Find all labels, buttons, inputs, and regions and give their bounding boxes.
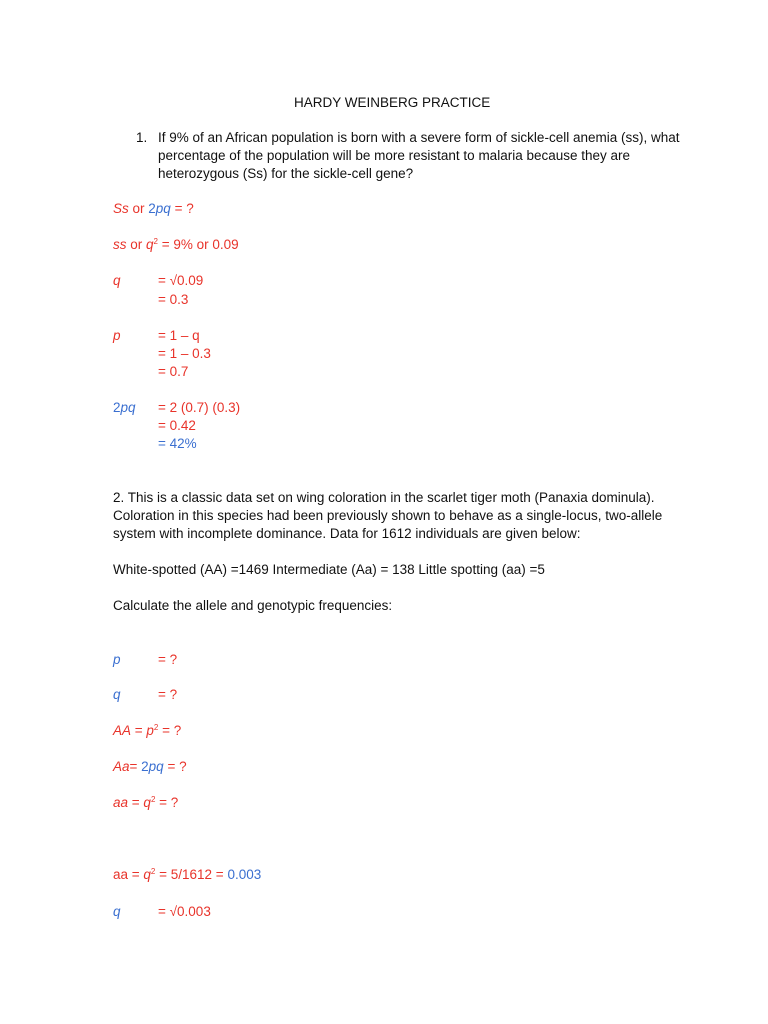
question-1-line-2: percentage of the population will be more resistant to malaria because they are xyxy=(158,148,631,163)
question-2-line-3: system with incomplete dominance. Data for 1612 individuals are given below: xyxy=(113,526,581,541)
q1-heterozygote-question: Ss or 2pq = ? xyxy=(113,201,194,216)
q2-aa-calculation: aa = $q^2 = 5/1612 = 0.003$ xyxy=(113,867,262,882)
q2-instruction: Calculate the allele and genotypic frequencies: xyxy=(113,598,393,613)
page-title: HARDY WEINBERG PRACTICE xyxy=(294,95,491,110)
q2-AA-equation: AA = $p^2$ = ? xyxy=(113,723,182,738)
question-1-line-3: heterozygous (Ss) for the sickle-cell gene? xyxy=(158,166,414,181)
q2-q-value: = ? xyxy=(158,687,178,702)
q2-q-calc-label: q xyxy=(113,904,121,919)
q2-p-value: = ? xyxy=(158,652,178,667)
q1-q-step-1: = √0.09 xyxy=(158,273,204,288)
q1-2pq-step-2: = 0.42 xyxy=(158,418,196,433)
q2-q-calc-value: = √0.003 xyxy=(158,904,211,919)
question-1-line-1: If 9% of an African population is born with a severe form of sickle-cell anemia (ss), what xyxy=(158,130,680,145)
question-2-line-1: 2. This is a classic data set on wing coloration in the scarlet tiger moth (Panaxia dominula). xyxy=(113,490,655,505)
question-2-line-2: Coloration in this species had been previously shown to behave as a single-locus, two-allele xyxy=(113,508,663,523)
q1-2pq-label: 2pq xyxy=(113,400,136,415)
q1-recessive-frequency: ss or $q^2 = 9\%$ or 0.09 xyxy=(113,237,239,252)
q1-p-label: p xyxy=(113,328,121,343)
q1-p-step-1: = 1 – q xyxy=(158,328,200,343)
q1-q-step-2: = 0.3 xyxy=(158,292,189,307)
q2-aa-equation: aa = $q^2$ = ? xyxy=(113,795,179,810)
q2-data-line: White-spotted (AA) =1469 Intermediate (Aa) = 138 Little spotting (aa) =5 xyxy=(113,562,545,577)
q1-p-step-2: = 1 – 0.3 xyxy=(158,346,211,361)
q2-Aa-equation: Aa= 2pq = ? xyxy=(113,759,187,774)
q2-q-label: q xyxy=(113,687,121,702)
q1-q-label: q xyxy=(113,273,121,288)
q1-2pq-answer: = 42% xyxy=(158,436,197,451)
q1-p-step-3: = 0.7 xyxy=(158,364,189,379)
q2-p-label: p xyxy=(113,652,121,667)
q1-2pq-step-1: = 2 (0.7) (0.3) xyxy=(158,400,241,415)
question-1-number: 1. xyxy=(136,130,148,145)
